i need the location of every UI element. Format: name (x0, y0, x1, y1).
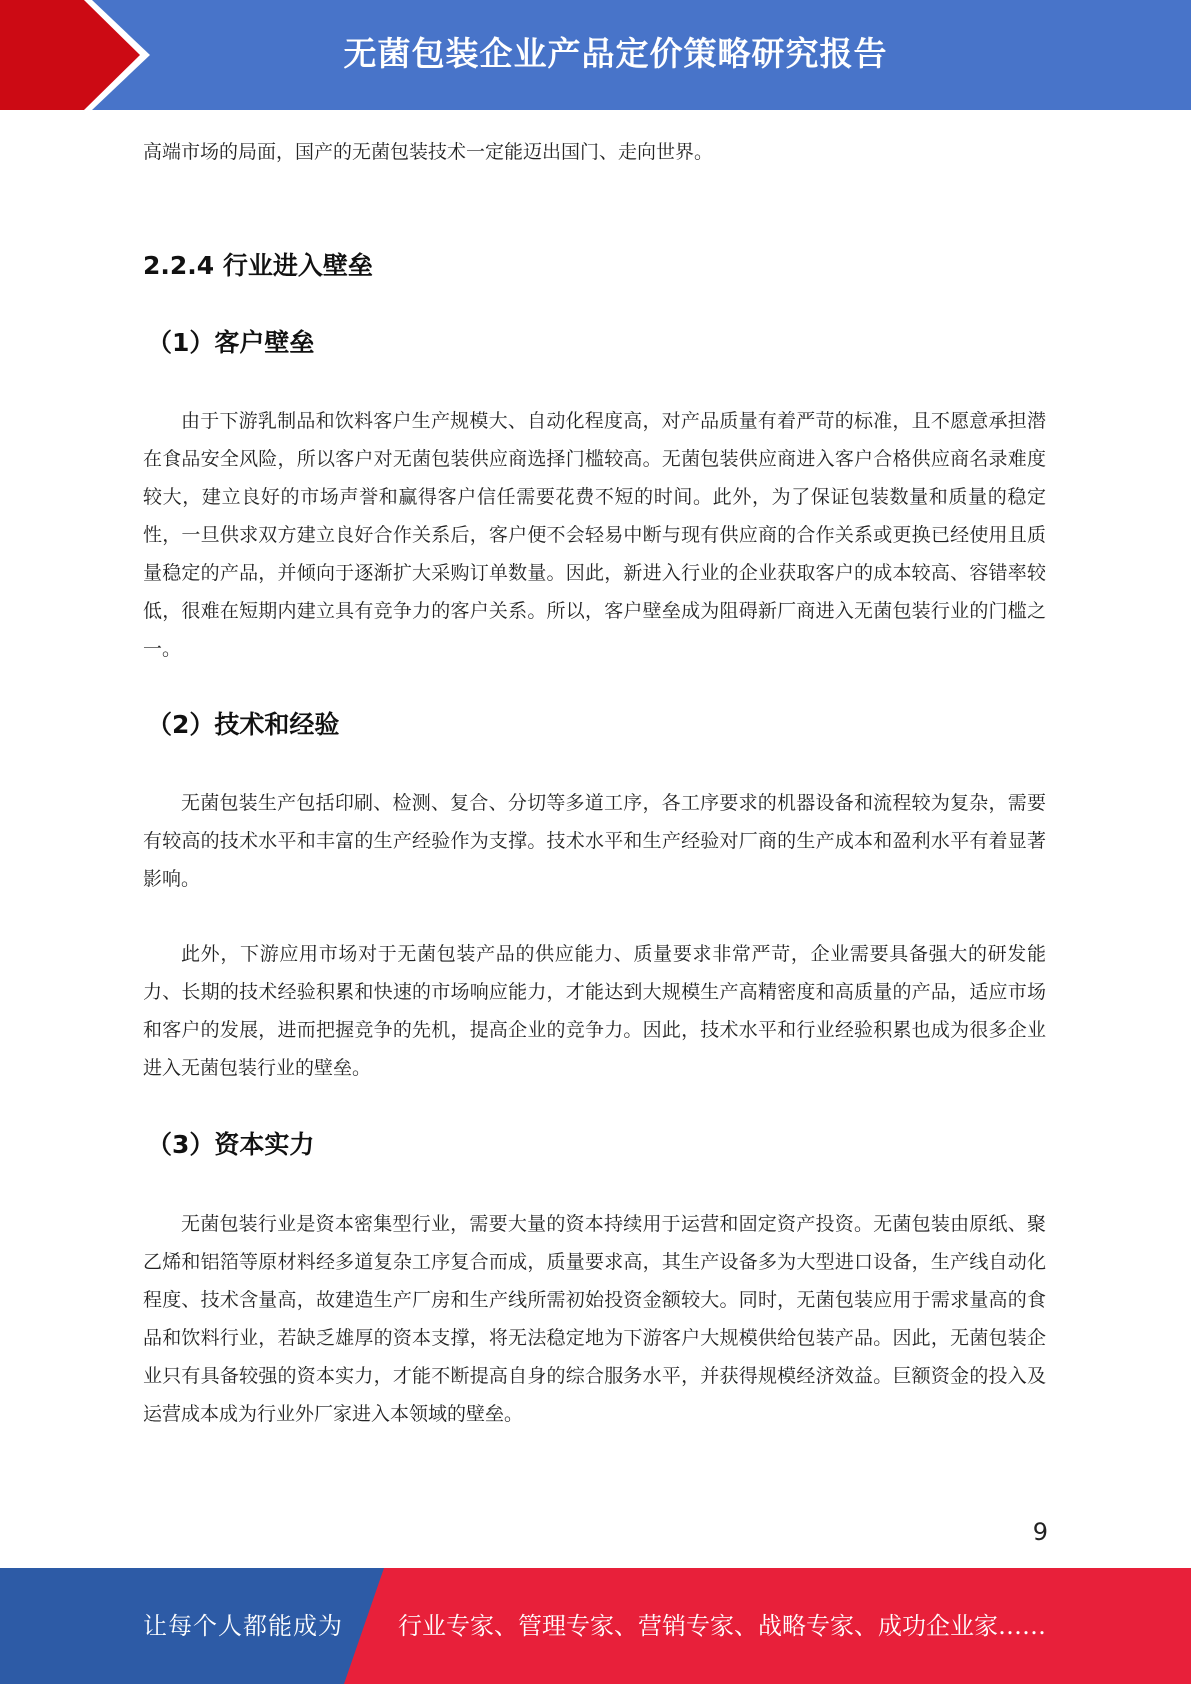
footer-band (0, 1568, 1191, 1684)
paragraph-capital: 无菌包装行业是资本密集型行业，需要大量的资本持续用于运营和固定资产投资。无菌包装由原纸、聚乙烯和铝箔等原材料经多道复杂工序复合而成，质量要求高，其生产设备多为大型进口设备，生产线自动化程度、技术含量高，故建造生产厂房和生产线所需初始投资金额较大。同时，无菌包装应用于需求量高的食品和饮料行业，若缺乏雄厚的资本支撑，将无法稳定地为下游客户大规模供给包装产品。因此，无菌包装企业只有具备较强的资本实力，才能不断提高自身的综合服务水平，并获得规模经济效益。巨额资金的投入及运营成本成为行业外厂家进入本领域的壁垒。 (143, 1213, 1046, 1425)
paragraph-technology-1: 无菌包装生产包括印刷、检测、复合、分切等多道工序，各工序要求的机器设备和流程较为复杂，需要有较高的技术水平和丰富的生产经验作为支撑。技术水平和生产经验对厂商的生产成本和盈利水平有着显著影响。 (143, 792, 1046, 890)
subsection-heading-customer: （1）客户壁垒 (147, 328, 315, 357)
footer-slogan-left: 让每个人都能成为 (143, 1612, 343, 1640)
paragraph-customer-barrier: 由于下游乳制品和饮料客户生产规模大、自动化程度高，对产品质量有着严苛的标准，且不愿意承担潜在食品安全风险，所以客户对无菌包装供应商选择门槛较高。无菌包装供应商进入客户合格供应商名录难度较大，建立良好的市场声誉和赢得客户信任需要花费不短的时间。此外，为了保证包装数量和质量的稳定性，一旦供求双方建立良好合作关系后，客户便不会轻易中断与现有供应商的合作关系或更换已经使用且质量稳定的产品，并倾向于逐渐扩大采购订单数量。因此，新进入行业的企业获取客户的成本较高、容错率较低，很难在短期内建立具有竞争力的客户关系。所以，客户壁垒成为阻碍新厂商进入无菌包装行业的门槛之一。 (143, 410, 1046, 660)
subsection-heading-technology: （2）技术和经验 (147, 710, 340, 739)
page-number: 9 (1032, 1518, 1048, 1546)
subsection-heading-capital: （3）资本实力 (147, 1130, 315, 1159)
report-title: 无菌包装企业产品定价策略研究报告 (343, 34, 888, 73)
paragraph-technology-2: 此外，下游应用市场对于无菌包装产品的供应能力、质量要求非常严苛，企业需要具备强大的研发能力、长期的技术经验积累和快速的市场响应能力，才能达到大规模生产高精密度和高质量的产品，适应市场和客户的发展，进而把握竞争的先机，提高企业的竞争力。因此，技术水平和行业经验积累也成为很多企业进入无菌包装行业的壁垒。 (143, 943, 1046, 1079)
header-band (0, 0, 1191, 110)
footer-slogan-right: 行业专家、管理专家、营销专家、战略专家、成功企业家…… (398, 1612, 1046, 1640)
section-heading: 2.2.4 行业进入壁垒 (143, 251, 373, 280)
intro-continuation: 高端市场的局面，国产的无菌包装技术一定能迈出国门、走向世界。 (143, 141, 714, 163)
